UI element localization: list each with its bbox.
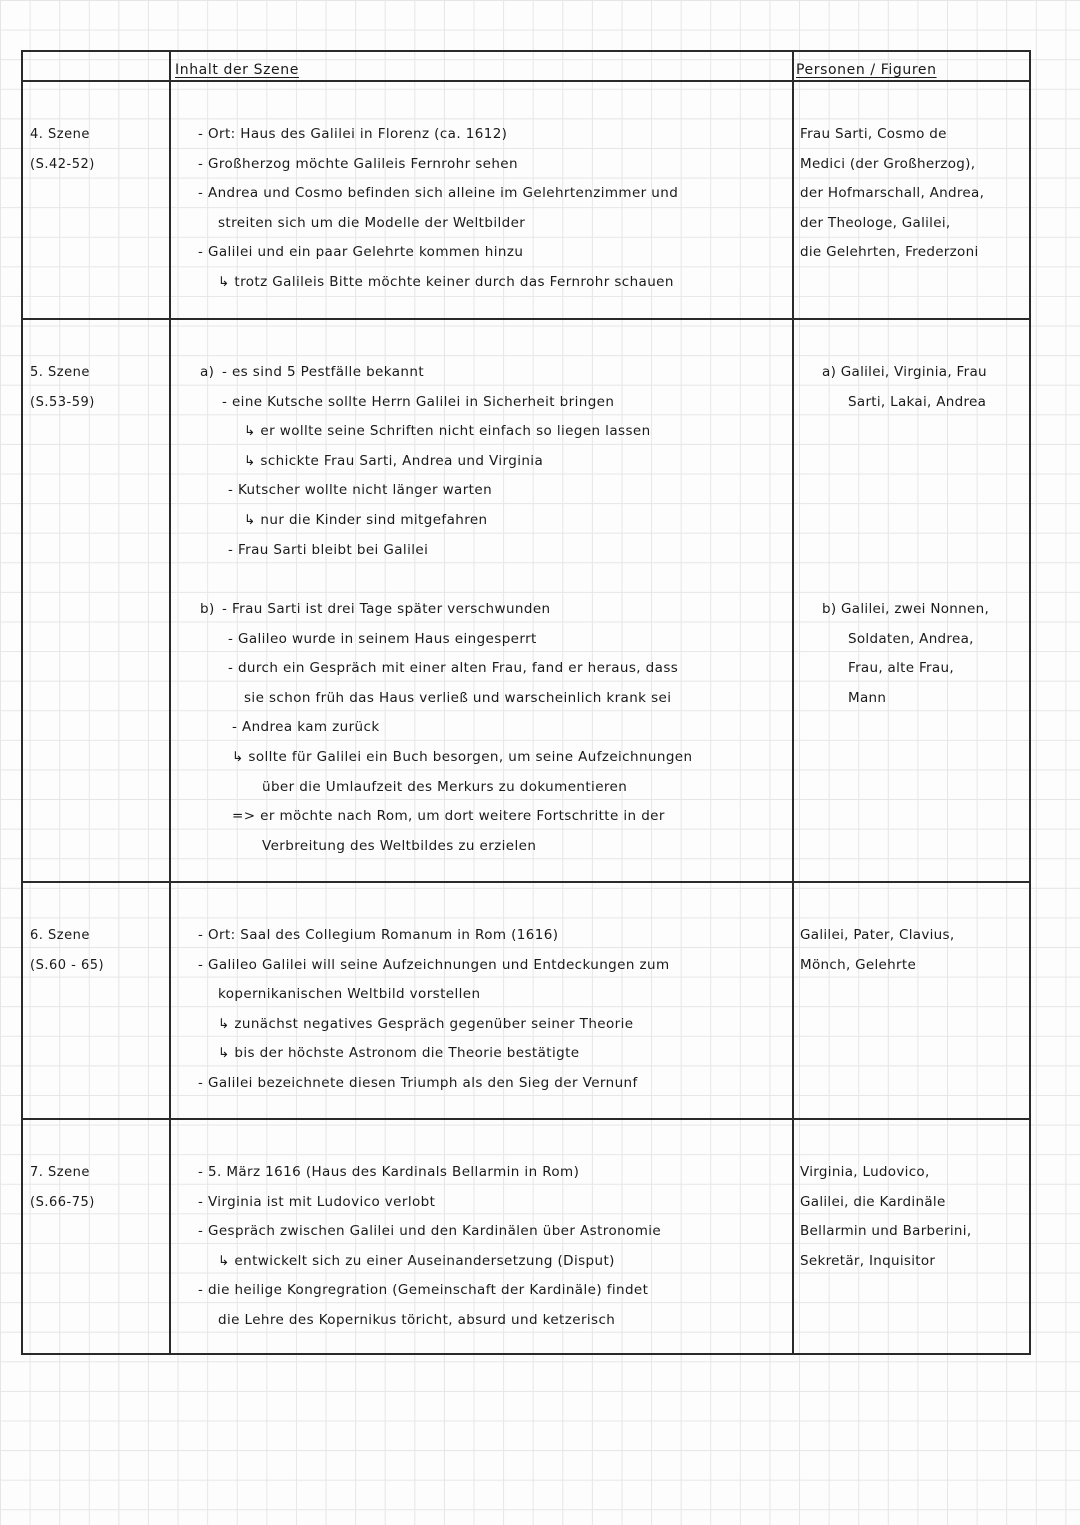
content-line: - Frau Sarti bleibt bei Galilei bbox=[228, 541, 429, 558]
scene-pages: (S.60 - 65) bbox=[30, 958, 105, 973]
person-line: Mann bbox=[848, 689, 887, 706]
scene-name: 4. Szene bbox=[30, 127, 90, 142]
content-line: - Virginia ist mit Ludovico verlobt bbox=[198, 1193, 436, 1210]
row-divider bbox=[23, 1118, 1029, 1120]
person-line: Mönch, Gelehrte bbox=[800, 956, 917, 973]
content-line: ↳ sollte für Galilei ein Buch besorgen, um seine Aufzeichnungen bbox=[232, 748, 693, 765]
row-divider bbox=[23, 80, 1029, 82]
person-line: der Theologe, Galilei, bbox=[800, 214, 951, 231]
person-line: Sarti, Lakai, Andrea bbox=[848, 393, 987, 410]
content-line: - 5. März 1616 (Haus des Kardinals Bellarmin in Rom) bbox=[198, 1164, 580, 1180]
scene-5-label bbox=[30, 358, 95, 418]
person-line: der Hofmarschall, Andrea, bbox=[800, 185, 985, 202]
scene-pages: (S.42-52) bbox=[30, 157, 95, 172]
scene-6-persons bbox=[800, 921, 954, 980]
content-line: Verbreitung des Weltbildes zu erzielen bbox=[262, 837, 537, 854]
content-line: ↳ trotz Galileis Bitte möchte keiner durch das Fernrohr schauen bbox=[218, 273, 674, 290]
content-line: ↳ entwickelt sich zu einer Auseinandersetzung (Disput) bbox=[218, 1252, 615, 1269]
part-a-label: a) bbox=[200, 364, 215, 380]
content-line: ↳ zunächst negatives Gespräch gegenüber seiner Theorie bbox=[218, 1015, 634, 1032]
row-divider bbox=[23, 318, 1029, 320]
person-line: b) Galilei, zwei Nonnen, bbox=[822, 601, 990, 617]
persons-header: Personen / Figuren bbox=[796, 62, 937, 78]
scene-5-persons-a bbox=[822, 358, 987, 417]
content-header: Inhalt der Szene bbox=[175, 62, 299, 78]
content-line: ↳ bis der höchste Astronom die Theorie bestätigte bbox=[218, 1045, 580, 1062]
person-line: Sekretär, Inquisitor bbox=[800, 1252, 936, 1269]
content-line: streiten sich um die Modelle der Weltbilder bbox=[218, 214, 526, 231]
person-line: Medici (der Großherzog), bbox=[800, 155, 976, 172]
content-line: - Kutscher wollte nicht länger warten bbox=[228, 482, 493, 499]
person-line: Soldaten, Andrea, bbox=[848, 630, 974, 647]
scene-name: 6. Szene bbox=[30, 928, 90, 943]
content-line: ↳ nur die Kinder sind mitgefahren bbox=[244, 511, 488, 528]
scene-4-persons bbox=[800, 120, 984, 268]
content-line: - Ort: Saal des Collegium Romanum in Rom (1616) bbox=[198, 927, 559, 943]
person-line: Frau, alte Frau, bbox=[848, 660, 954, 677]
scene-5-persons-b bbox=[822, 595, 989, 713]
content-line: - Ort: Haus des Galilei in Florenz (ca. 1612) bbox=[198, 126, 508, 142]
person-line: Bellarmin und Barberini, bbox=[800, 1223, 972, 1240]
content-line: - die heilige Kongregration (Gemeinschaft der Kardinäle) findet bbox=[198, 1282, 649, 1299]
content-line: - Andrea und Cosmo befinden sich alleine im Gelehrtenzimmer und bbox=[198, 185, 679, 202]
content-line: sie schon früh das Haus verließ und warscheinlich krank sei bbox=[244, 689, 672, 706]
content-line: - Galileo Galilei will seine Aufzeichnungen und Entdeckungen zum bbox=[198, 956, 670, 973]
person-line: die Gelehrten, Frederzoni bbox=[800, 244, 979, 261]
scene-pages: (S.66-75) bbox=[30, 1195, 95, 1210]
scene-name: 5. Szene bbox=[30, 365, 90, 380]
content-line: - Galilei und ein paar Gelehrte kommen hinzu bbox=[198, 244, 524, 261]
content-line: - durch ein Gespräch mit einer alten Frau, fand er heraus, dass bbox=[228, 660, 679, 677]
content-line: - Galileo wurde in seinem Haus eingesperrt bbox=[228, 630, 537, 647]
column-divider bbox=[169, 52, 171, 1353]
scene-6-content bbox=[180, 921, 670, 1099]
content-line: - Galilei bezeichnete diesen Triumph als den Sieg der Vernunf bbox=[198, 1074, 638, 1091]
person-line: Galilei, die Kardinäle bbox=[800, 1193, 946, 1210]
content-line: die Lehre des Kopernikus töricht, absurd und ketzerisch bbox=[218, 1311, 616, 1328]
content-line: kopernikanischen Weltbild vorstellen bbox=[218, 986, 481, 1003]
content-line: - eine Kutsche sollte Herrn Galilei in Sicherheit bringen bbox=[222, 393, 615, 410]
content-line: ↳ schickte Frau Sarti, Andrea und Virginia bbox=[244, 452, 544, 469]
scene-6-label bbox=[30, 921, 104, 981]
person-line: Virginia, Ludovico, bbox=[800, 1164, 930, 1180]
scene-name: 7. Szene bbox=[30, 1165, 90, 1180]
content-line: über die Umlaufzeit des Merkurs zu dokumentieren bbox=[262, 778, 628, 795]
scene-4-label bbox=[30, 120, 95, 180]
content-line: - es sind 5 Pestfälle bekannt bbox=[222, 364, 425, 380]
person-line: a) Galilei, Virginia, Frau bbox=[822, 364, 987, 380]
person-line: Galilei, Pater, Clavius, bbox=[800, 927, 955, 943]
scene-pages: (S.53-59) bbox=[30, 395, 95, 410]
scene-7-content bbox=[180, 1158, 661, 1336]
row-divider bbox=[23, 881, 1029, 883]
person-line: Frau Sarti, Cosmo de bbox=[800, 126, 947, 142]
scene-7-persons bbox=[800, 1158, 971, 1276]
part-b-label: b) bbox=[200, 601, 215, 617]
content-line: - Großherzog möchte Galileis Fernrohr sehen bbox=[198, 155, 518, 172]
content-line: => er möchte nach Rom, um dort weitere Fortschritte in der bbox=[232, 808, 665, 825]
content-line: - Andrea kam zurück bbox=[232, 719, 380, 736]
scene-7-label bbox=[30, 1158, 95, 1218]
scene-5-content-a bbox=[200, 358, 651, 565]
content-line: - Gespräch zwischen Galilei und den Kardinälen über Astronomie bbox=[198, 1223, 662, 1240]
content-line: ↳ er wollte seine Schriften nicht einfach so liegen lassen bbox=[244, 423, 651, 440]
scene-4-content bbox=[180, 120, 678, 298]
scene-5-content-b bbox=[200, 595, 692, 861]
column-divider bbox=[792, 52, 794, 1353]
content-line: - Frau Sarti ist drei Tage später verschwunden bbox=[222, 601, 551, 617]
